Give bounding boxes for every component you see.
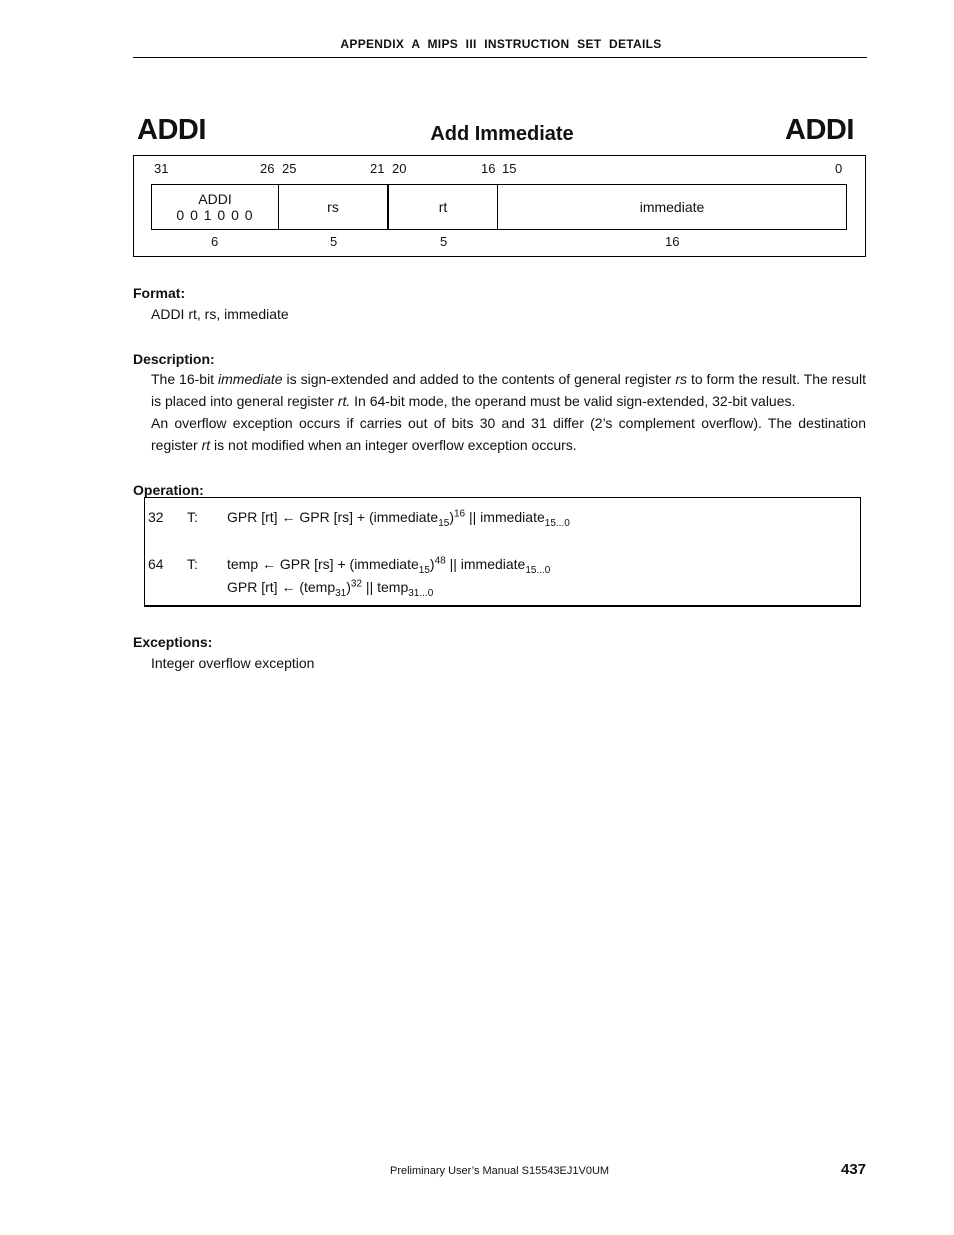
op-time: T:: [187, 509, 198, 525]
italic-term: rt.: [337, 393, 351, 409]
bit-number: 21: [370, 161, 385, 176]
subscript: 15: [418, 564, 430, 576]
field-rt: [389, 185, 498, 229]
mnemonic-right: ADDI: [785, 114, 854, 146]
exceptions-text: Integer overflow exception: [151, 655, 315, 671]
footer-manual: Preliminary User’s Manual S15543EJ1V0UM: [390, 1165, 610, 1177]
text-span: || immediate: [445, 556, 526, 572]
subscript: 31: [335, 587, 347, 599]
bit-number: 0: [835, 161, 843, 176]
text-span: is sign-extended and added to the contents of general register: [282, 371, 676, 387]
exceptions-heading: Exceptions:: [133, 634, 213, 650]
italic-term: rs: [675, 371, 688, 387]
field-rs-label: rs: [327, 199, 339, 215]
subscript: 15...0: [525, 564, 551, 576]
description-body: [151, 368, 866, 456]
text-span: An overflow exception occurs if carries out of bits 30 and 31 differ (2’s complement overflow). The destination register: [151, 415, 866, 453]
italic-term: immediate: [218, 371, 283, 387]
field-immediate-label: immediate: [639, 199, 705, 215]
text-span: In 64-bit mode, the operand must be valid sign-extended, 32-bit values.: [350, 393, 796, 409]
italic-term: rt: [201, 437, 211, 453]
field-opcode-name: ADDI: [198, 191, 232, 207]
text-span: ): [429, 556, 435, 572]
header-divider: [133, 57, 867, 58]
subscript: 31...0: [408, 587, 434, 599]
field-width: 5: [330, 234, 338, 249]
text-span: temp ← GPR [rs] + (immediate: [227, 556, 419, 572]
field-immediate: [498, 185, 846, 229]
text-span: to form the result. The result is placed into general register: [151, 371, 866, 409]
text-span: || immediate: [465, 509, 545, 525]
bit-number: 20: [392, 161, 407, 176]
bit-number: 26: [260, 161, 275, 176]
field-opcode-bits: 0 0 1 0 0 0: [176, 207, 254, 223]
subscript: 15: [438, 517, 450, 529]
superscript: 16: [454, 508, 466, 520]
bit-number: 16: [481, 161, 496, 176]
text-span: GPR [rt] ← (temp: [227, 579, 336, 595]
superscript: 32: [350, 578, 363, 590]
operation-heading: Operation:: [133, 482, 204, 498]
field-rs: [279, 185, 389, 229]
field-width: 5: [440, 234, 448, 249]
text-span: is not modified when an integer overflow exception occurs.: [210, 437, 577, 453]
description-heading: Description:: [133, 351, 215, 367]
op-expression: [227, 555, 551, 576]
text-span: ): [346, 579, 351, 595]
subscript: 15...0: [544, 517, 570, 529]
mnemonic-left: ADDI: [137, 114, 206, 146]
field-rt-label: rt: [438, 199, 448, 215]
op-mode: 32: [148, 509, 164, 525]
description-paragraph: [151, 412, 866, 456]
bit-number: 25: [282, 161, 297, 176]
encoding-fields: [151, 184, 847, 230]
page-number: 437: [841, 1161, 867, 1178]
op-time: T:: [187, 556, 198, 572]
instruction-name: Add Immediate: [430, 123, 574, 145]
bit-number: 15: [502, 161, 517, 176]
field-width: 16: [665, 234, 680, 249]
bit-number: 31: [154, 161, 169, 176]
format-heading: Format:: [133, 285, 186, 301]
op-mode: 64: [148, 556, 164, 572]
text-span: || temp: [362, 579, 409, 595]
format-text: ADDI rt, rs, immediate: [151, 306, 289, 322]
description-paragraph: [151, 368, 866, 412]
text-span: GPR [rt] ← GPR [rs] + (immediate: [227, 509, 439, 525]
op-expression: [227, 578, 434, 599]
op-expression: [227, 508, 570, 529]
page-header-title: APPENDIX A MIPS III INSTRUCTION SET DETAILS: [340, 37, 662, 51]
field-width: 6: [211, 234, 219, 249]
field-opcode: [152, 185, 279, 229]
text-span: The 16-bit: [151, 371, 219, 387]
superscript: 48: [434, 555, 446, 567]
text-span: ): [449, 509, 454, 525]
